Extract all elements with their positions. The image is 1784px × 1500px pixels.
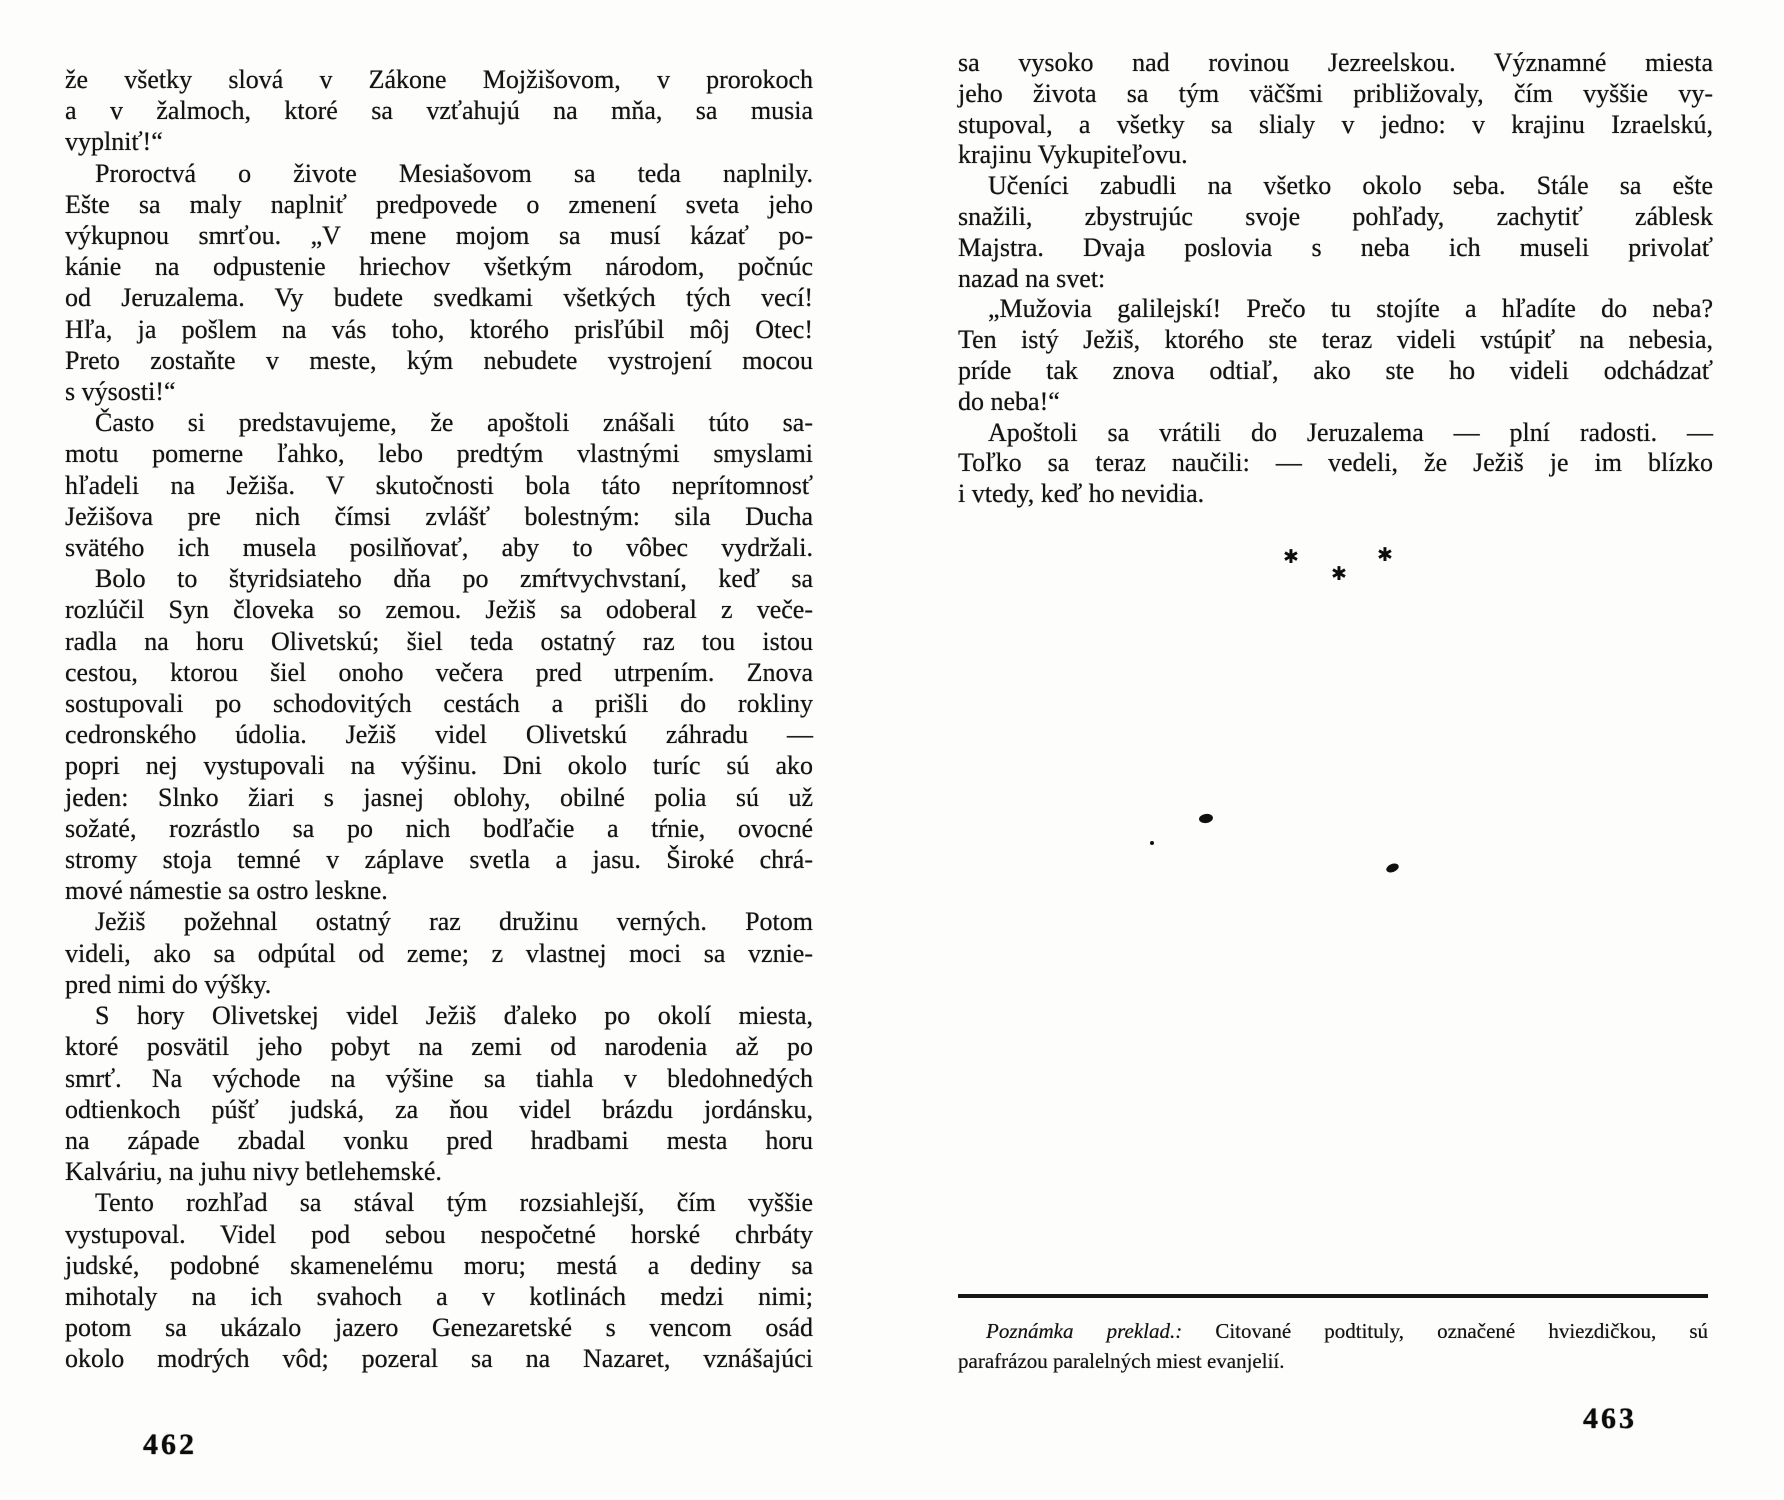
text-line: Apoštoli sa vrátili do Jeruzalema — plní radosti. — <box>988 417 1713 447</box>
text-line: že všetky slová v Zákone Mojžišovom, v prorokoch <box>65 65 813 94</box>
footnote <box>958 1316 1708 1376</box>
text-line: do neba!“ <box>958 386 1060 416</box>
text-line: smrť. Na východe na výšine sa tiahla v bledohnedých <box>65 1063 813 1093</box>
text-line: vyplniť!“ <box>65 127 163 157</box>
text-line: Proroctvá o živote Mesiašovom sa teda naplnily. <box>95 158 813 188</box>
text-line: mihotaly na ich svahoch a v kotlinách medzi nimi; <box>65 1281 813 1311</box>
text-line: Majstra. Dvaja poslovia s neba ich museli privolať <box>958 232 1713 262</box>
footnote-label: Poznámka preklad.: <box>986 1319 1183 1343</box>
text-line: svätého ich musela posilňovať, aby to vôbec vydržali. <box>65 533 813 563</box>
text-line: Ten istý Ježiš, ktorého ste teraz videli vstúpiť na nebesia, <box>958 325 1713 355</box>
text-line: Ježišova pre nich čímsi zvlášť bolestným: sila Ducha <box>65 501 813 531</box>
text-line: výkupnou smrťou. „V mene mojom sa musí kázať po- <box>65 221 813 251</box>
text-line: a v žalmoch, ktoré sa vzťahujú na mňa, sa musia <box>65 96 813 126</box>
ink-speck <box>1150 841 1154 845</box>
asterisk-icon: ✱ <box>1283 546 1299 568</box>
text-line: kánie na odpustenie hriechov všetkým národom, počnúc <box>65 252 813 282</box>
text-line: Hľa, ja pošlem na vás toho, ktorého prisľúbil môj Otec! <box>65 314 813 344</box>
text-line: judské, podobné skamenelému moru; mestá a dediny sa <box>65 1250 813 1280</box>
text-line: popri nej vystupovali na výšinu. Dni okolo turíc sú ako <box>65 751 813 781</box>
text-line: Ježiš požehnal ostatný raz družinu verných. Potom <box>95 907 813 937</box>
text-line: Preto zostaňte v meste, kým nebudete vystrojení mocou <box>65 345 813 375</box>
text-line: hľadeli na Ježiša. V skutočnosti bola táto neprítomnosť <box>65 470 813 500</box>
footnote-line: parafrázou paralelných miest evanjelií. <box>958 1349 1285 1373</box>
text-line: na západe zbadal vonku pred hradbami mesta horu <box>65 1125 813 1155</box>
text-line: Kalváriu, na juhu nivy betlehemské. <box>65 1157 442 1187</box>
text-line: rozlúčil Syn človeka so zemou. Ježiš sa odoberal z veče- <box>65 595 813 625</box>
text-line: radla na horu Olivetskú; šiel teda ostatný raz tou istou <box>65 626 813 656</box>
text-line: Tento rozhľad sa stával tým rozsiahlejší, čím vyššie <box>95 1188 813 1218</box>
text-line: od Jeruzalema. Vy budete svedkami všetkých tých vecí! <box>65 283 813 313</box>
text-line: Učeníci zabudli na všetko okolo seba. Stále sa ešte <box>988 171 1713 201</box>
text-line: S hory Olivetskej videl Ježiš ďaleko po okolí miesta, <box>95 1001 813 1031</box>
text-line: s výsosti!“ <box>65 377 176 407</box>
text-line: „Mužovia galilejskí! Prečo tu stojíte a hľadíte do neba? <box>988 294 1713 324</box>
text-line: príde tak znova odtiaľ, ako ste ho videli odchádzať <box>958 355 1713 385</box>
text-line: ktoré posvätil jeho pobyt na zemi od narodenia až po <box>65 1032 813 1062</box>
text-line: Ešte sa maly naplniť predpovede o zmenení sveta jeho <box>65 189 813 219</box>
text-line: vystupoval. Videl pod sebou nespočetné horské chrbáty <box>65 1219 813 1249</box>
text-line: okolo modrých vôd; pozeral sa na Nazaret, vznášajúci <box>65 1344 813 1374</box>
text-line: pred nimi do výšky. <box>65 969 272 999</box>
text-line: motu pomerne ľahko, lebo predtým vlastnými smyslami <box>65 439 813 469</box>
text-line: sostupovali po schodovitých cestách a prišli do rokliny <box>65 689 813 719</box>
asterisk-icon: ✱ <box>1377 544 1393 566</box>
page-number-left: 462 <box>143 1428 197 1461</box>
text-line: krajinu Vykupiteľovu. <box>958 140 1188 170</box>
left-page-text-column <box>65 64 813 1375</box>
footnote-line <box>958 1316 1708 1346</box>
text-line: stupoval, a všetky sa slialy v jedno: v krajinu Izraelskú, <box>958 109 1713 139</box>
asterisk-icon: ✱ <box>1331 563 1347 585</box>
text-line: Často si predstavujeme, že apoštoli znášali túto sa- <box>95 408 813 438</box>
footnote-rule <box>958 1294 1708 1298</box>
text-line: Toľko sa teraz naučili: — vedeli, že Ježiš je im blízko <box>958 448 1713 478</box>
right-page-text-column <box>958 48 1713 510</box>
text-line: jeho života sa tým väčšmi približovaly, čím vyššie vy- <box>958 78 1713 108</box>
text-line: sa vysoko nad rovinou Jezreelskou. Významné miesta <box>958 48 1713 77</box>
text-line: videli, ako sa odpútal od zeme; z vlastnej moci sa vznie- <box>65 938 813 968</box>
text-line: jeden: Slnko žiari s jasnej oblohy, obilné polia sú už <box>65 782 813 812</box>
text-line: cedronského údolia. Ježiš videl Olivetskú záhradu — <box>65 720 813 750</box>
text-line: odtienkoch púšť judská, za ňou videl brázdu jordánsku, <box>65 1094 813 1124</box>
footnote-text: Citované podtituly, označené hviezdičkou, sú <box>1182 1319 1708 1343</box>
text-line: Bolo to štyridsiateho dňa po zmŕtvychvstaní, keď sa <box>95 564 813 594</box>
text-line: snažili, zbystrujúc svoje pohľady, zachytiť záblesk <box>958 201 1713 231</box>
page-number-right: 463 <box>1583 1402 1637 1435</box>
text-line: potom sa ukázalo jazero Genezaretské s vencom osád <box>65 1313 813 1343</box>
text-line: stromy stoja temné v záplave svetla a jasu. Široké chrá- <box>65 845 813 875</box>
text-line: cestou, ktorou šiel onoho večera pred utrpením. Znova <box>65 657 813 687</box>
text-line: mové námestie sa ostro leskne. <box>65 876 388 906</box>
text-line: sožaté, rozrástlo sa po nich bodľačie a tŕnie, ovocné <box>65 813 813 843</box>
ink-speck <box>1198 813 1213 824</box>
text-line: nazad na svet: <box>958 263 1106 293</box>
ink-speck <box>1385 862 1400 874</box>
text-line: i vtedy, keď ho nevidia. <box>958 479 1205 509</box>
